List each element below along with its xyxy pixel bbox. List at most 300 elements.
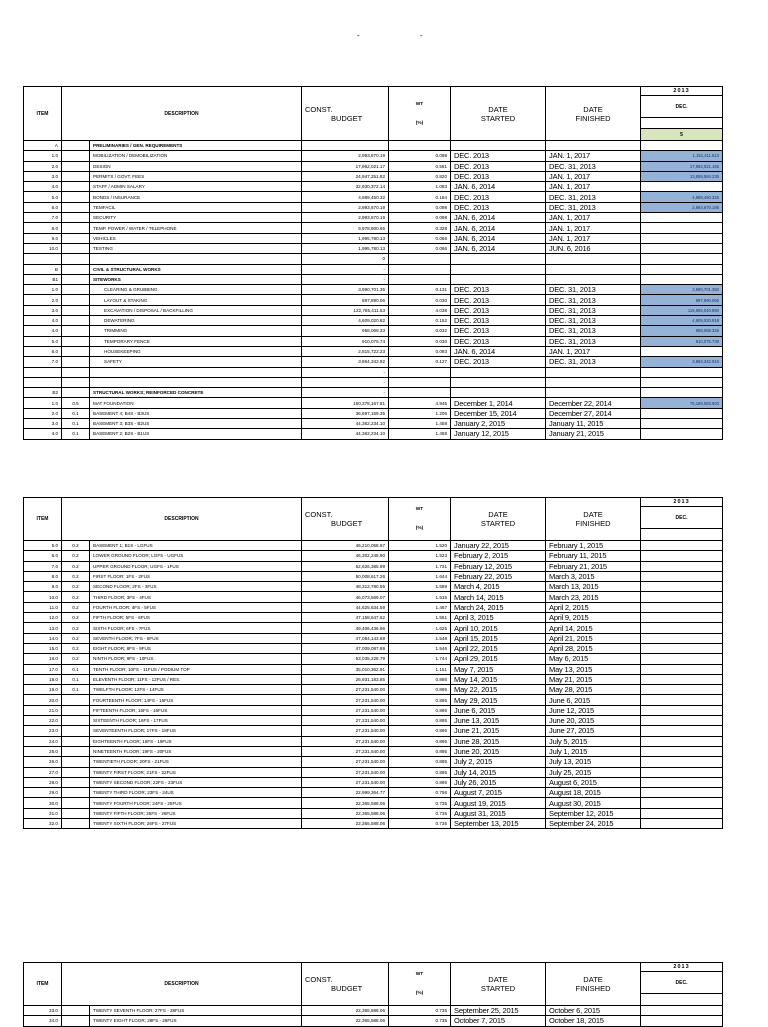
budget-cell: 47,084,143.69 (302, 633, 389, 643)
progress-value-cell (641, 695, 723, 705)
item-cell: B1 (24, 274, 62, 284)
table-row (24, 202, 723, 212)
description-cell: TRIMMING (90, 326, 302, 336)
date-started-cell: February 2, 2015 (451, 551, 546, 561)
date-started-cell: April 15, 2015 (451, 633, 546, 643)
date-finished-cell (546, 388, 641, 398)
table-row (24, 1016, 723, 1026)
weight-cell (389, 367, 451, 377)
item-cell: 12.0 (24, 613, 62, 623)
progress-value-cell (641, 674, 723, 684)
code-cell: 0.5 (62, 398, 90, 408)
date-finished-cell: May 6, 2015 (546, 654, 641, 664)
weight-cell: 1.520 (389, 541, 451, 551)
code-cell (62, 336, 90, 346)
progress-value-cell (641, 633, 723, 643)
item-cell: 17.0 (24, 664, 62, 674)
description-cell: BONDS / INSURANCE (90, 192, 302, 202)
date-finished-cell: DEC. 31, 2013 (546, 285, 641, 295)
description-cell: TWENTY THIRD FLOOR; 23FS - 24US (90, 788, 302, 798)
item-cell: 27.0 (24, 767, 62, 777)
date-started-cell: December 1, 2014 (451, 398, 546, 408)
budget-cell: 44,362,234.10 (302, 429, 389, 439)
table-row (24, 254, 723, 264)
table-row (24, 746, 723, 756)
item-cell: 14.0 (24, 633, 62, 643)
date-started-cell (451, 254, 546, 264)
table-row (24, 685, 723, 695)
item-cell: 8.0 (24, 223, 62, 233)
progress-value-cell (641, 767, 723, 777)
budget-cell: 22,365,588.06 (302, 798, 389, 808)
budget-cell: 46,073,569.07 (302, 592, 389, 602)
item-cell: 1.0 (24, 151, 62, 161)
item-cell: 2.0 (24, 408, 62, 418)
progress-value-cell (641, 582, 723, 592)
table-row (24, 695, 723, 705)
progress-value-cell (641, 264, 723, 274)
description-cell (90, 254, 302, 264)
code-cell (62, 777, 90, 787)
item-cell (24, 377, 62, 387)
budget-cell: 27,231,540.00 (302, 767, 389, 777)
table-row (24, 388, 723, 398)
table-row (24, 551, 723, 561)
table-row (24, 336, 723, 346)
date-started-cell: JAN. 6, 2014 (451, 346, 546, 356)
table-row (24, 788, 723, 798)
code-cell (62, 316, 90, 326)
schedule-table-2 (23, 497, 723, 829)
description-cell: UPPER GROUND FLOOR; UGFS - 1FUS (90, 561, 302, 571)
weight-cell: 0.886 (389, 674, 451, 684)
description-header: DESCRIPTION (62, 963, 302, 1006)
date-finished-cell: DEC. 31, 2013 (546, 192, 641, 202)
table-row (24, 736, 723, 746)
code-cell: 0.1 (62, 674, 90, 684)
item-cell: 10.0 (24, 592, 62, 602)
progress-value-cell (641, 613, 723, 623)
weight-cell (389, 274, 451, 284)
date-finished-cell (546, 141, 641, 151)
month-header: DEC. (641, 972, 723, 994)
budget-cell: 32,930,372.14 (302, 182, 389, 192)
table-row (24, 798, 723, 808)
code-cell: 0.1 (62, 429, 90, 439)
table-row (24, 419, 723, 429)
description-cell: DESIGN (90, 161, 302, 171)
date-started-cell (451, 377, 546, 387)
date-finished-cell: February 1, 2015 (546, 541, 641, 551)
date-finished-cell: July 13, 2015 (546, 757, 641, 767)
budget-cell: 3,990,701.35 (302, 285, 389, 295)
code-cell (62, 695, 90, 705)
date-finished-cell (546, 274, 641, 284)
budget-cell: 2,815,722.23 (302, 346, 389, 356)
date-finished-cell: August 6, 2015 (546, 777, 641, 787)
date-finished-cell: August 30, 2015 (546, 798, 641, 808)
date-finished-cell: DEC. 31, 2013 (546, 295, 641, 305)
description-cell: TWENTY EIGHT FLOOR; 28FS - 29FUS (90, 1016, 302, 1026)
item-cell: 6.0 (24, 551, 62, 561)
description-cell: BASEMENT 4; B4S - B3US (90, 408, 302, 418)
table-row (24, 326, 723, 336)
item-cell: 4.0 (24, 182, 62, 192)
weight-cell: 0.895 (389, 767, 451, 777)
weight-cell: 0.735 (389, 1006, 451, 1016)
date-started-cell: DEC. 2013 (451, 316, 546, 326)
budget-cell: 50,008,617.26 (302, 571, 389, 581)
table-row (24, 654, 723, 664)
item-header: ITEM (24, 498, 62, 541)
date-finished-cell: DEC. 31, 2013 (546, 336, 641, 346)
weight-cell: 0.066 (389, 243, 451, 253)
budget-cell: 2,993,670.19 (302, 151, 389, 161)
item-cell: 30.0 (24, 798, 62, 808)
year-header: 2013 (641, 87, 723, 96)
weight-cell: 1.589 (389, 582, 451, 592)
progress-value-cell (641, 1006, 723, 1016)
month-header: DEC. (641, 507, 723, 529)
item-cell: 28.0 (24, 777, 62, 787)
table-row (24, 726, 723, 736)
weight-cell: 1.458 (389, 429, 451, 439)
date-finished-cell: June 20, 2015 (546, 716, 641, 726)
weight-cell (389, 388, 451, 398)
wt-header: WT (%) (389, 87, 451, 141)
weight-cell: 0.152 (389, 316, 451, 326)
year-header: 2013 (641, 963, 723, 972)
budget-cell: 4,989,450.32 (302, 192, 389, 202)
budget-cell: 2,993,670.19 (302, 213, 389, 223)
item-cell: 15.0 (24, 643, 62, 653)
table-row (24, 674, 723, 684)
description-cell: LAYOUT & STAKING (90, 295, 302, 305)
description-cell: SAFETY (90, 357, 302, 367)
date-started-cell: DEC. 2013 (451, 326, 546, 336)
item-cell: 3.0 (24, 171, 62, 181)
date-started-cell: April 29, 2015 (451, 654, 546, 664)
date-finished-cell: April 14, 2015 (546, 623, 641, 633)
budget-cell: 897,890.06 (302, 295, 389, 305)
progress-value-cell: 910,075.739 (641, 336, 723, 346)
date-started-cell: May 22, 2015 (451, 685, 546, 695)
table-row (24, 757, 723, 767)
code-cell (62, 757, 90, 767)
table-body (24, 541, 723, 829)
budget-cell: 2,993,670.19 (302, 202, 389, 212)
description-cell: STAFF / ADMIN SALARY (90, 182, 302, 192)
progress-value-cell: 4,989,450.325 (641, 192, 723, 202)
table-row (24, 316, 723, 326)
weight-cell: 1.744 (389, 654, 451, 664)
weight-cell: 1.151 (389, 664, 451, 674)
description-cell: TENTH FLOOR; 10FS - 11FUS / PODIUM TOP (90, 664, 302, 674)
progress-value-cell: 3,864,342.916 (641, 357, 723, 367)
date-finished-cell: December 27, 2014 (546, 408, 641, 418)
budget-cell: 150,378,167.81 (302, 398, 389, 408)
item-cell: 8.0 (24, 571, 62, 581)
code-cell (62, 1006, 90, 1016)
table-row (24, 664, 723, 674)
date-finished-header: DATE FINISHED (546, 498, 641, 541)
progress-value-cell (641, 254, 723, 264)
date-started-cell: DEC. 2013 (451, 285, 546, 295)
weight-cell: 0.895 (389, 746, 451, 756)
table-header (24, 87, 723, 141)
code-cell (62, 326, 90, 336)
progress-value-cell (641, 141, 723, 151)
progress-value-cell (641, 705, 723, 715)
code-cell (62, 171, 90, 181)
date-started-cell: October 7, 2015 (451, 1016, 546, 1026)
date-finished-cell: DEC. 31, 2013 (546, 316, 641, 326)
description-cell: SECOND FLOOR; 2FS - 3FUS (90, 582, 302, 592)
weight-cell: 0.093 (389, 346, 451, 356)
budget-cell: 22,365,588.06 (302, 1016, 389, 1026)
item-cell: 7.0 (24, 561, 62, 571)
code-cell (62, 377, 90, 387)
description-cell: PERMITS / GOVT. FEES (90, 171, 302, 181)
weight-cell: 1.515 (389, 592, 451, 602)
code-cell: 0.2 (62, 592, 90, 602)
date-started-cell: JAN. 6, 2014 (451, 182, 546, 192)
date-started-cell: March 4, 2015 (451, 582, 546, 592)
budget-cell: 46,210,058.97 (302, 541, 389, 551)
date-finished-cell: JAN. 1, 2017 (546, 151, 641, 161)
date-started-cell: July 14, 2015 (451, 767, 546, 777)
budget-cell: 35,010,362.91 (302, 664, 389, 674)
weight-cell: 0.591 (389, 161, 451, 171)
code-cell (62, 305, 90, 315)
weight-cell: 0.030 (389, 295, 451, 305)
description-cell: FIFTH FLOOR; 5FS - 6FUS (90, 613, 302, 623)
code-cell (62, 726, 90, 736)
date-started-cell (451, 388, 546, 398)
progress-value-cell (641, 182, 723, 192)
date-started-cell: DEC. 2013 (451, 202, 546, 212)
weight-cell: 0.820 (389, 171, 451, 181)
progress-value-cell (641, 429, 723, 439)
table-body (24, 1006, 723, 1027)
item-cell: 24.0 (24, 736, 62, 746)
date-started-cell: May 7, 2015 (451, 664, 546, 674)
date-started-cell: July 26, 2015 (451, 777, 546, 787)
table-row (24, 274, 723, 284)
description-cell: SIXTH FLOOR; 6FS - 7FUS (90, 623, 302, 633)
description-cell: TWENTY FOURTH FLOOR; 24FS - 25FUS (90, 798, 302, 808)
budget-cell: 49,406,436.96 (302, 623, 389, 633)
code-cell: 0.2 (62, 602, 90, 612)
date-finished-cell: JAN. 1, 2017 (546, 223, 641, 233)
item-cell: 7.0 (24, 357, 62, 367)
table-row (24, 346, 723, 356)
table-row (24, 264, 723, 274)
table-row (24, 602, 723, 612)
date-finished-cell: July 1, 2015 (546, 746, 641, 756)
progress-value-cell (641, 736, 723, 746)
date-started-cell: DEC. 2013 (451, 305, 546, 315)
wt-header: WT (%) (389, 963, 451, 1006)
budget-cell: 36,697,159.35 (302, 408, 389, 418)
date-started-cell (451, 274, 546, 284)
date-finished-cell: April 2, 2015 (546, 602, 641, 612)
item-cell: 25.0 (24, 746, 62, 756)
weight-cell: 1.551 (389, 613, 451, 623)
item-cell: 2.0 (24, 161, 62, 171)
item-cell: 18.0 (24, 674, 62, 684)
description-cell: BASEMENT 3; B3S - B2US (90, 419, 302, 429)
date-started-cell: JAN. 6, 2014 (451, 223, 546, 233)
description-cell: FIFTEENTH FLOOR; 15FS - 16FUS (90, 705, 302, 715)
description-cell: TWENTY SIXTH FLOOR; 26FS - 27FUS (90, 819, 302, 829)
budget-cell: 53,035,228.79 (302, 654, 389, 664)
budget-cell: 27,231,540.00 (302, 695, 389, 705)
date-finished-cell: March 3, 2015 (546, 571, 641, 581)
description-cell: TWENTY FIFTH FLOOR; 25FS - 26FUS (90, 808, 302, 818)
date-started-cell: August 31, 2015 (451, 808, 546, 818)
weight-cell: 0.895 (389, 777, 451, 787)
table-row (24, 357, 723, 367)
spacer-cell (641, 529, 723, 541)
description-cell: TWENTIETH FLOOR; 20FS - 21FUS (90, 757, 302, 767)
date-started-cell: August 7, 2015 (451, 788, 546, 798)
table-row (24, 623, 723, 633)
budget-cell: 52,626,385.99 (302, 561, 389, 571)
progress-value-cell: 3,990,701.350 (641, 285, 723, 295)
item-cell: 26.0 (24, 757, 62, 767)
budget-cell: 44,362,234.10 (302, 419, 389, 429)
code-cell: 0.1 (62, 419, 90, 429)
spacer-cell (641, 118, 723, 129)
progress-value-cell (641, 808, 723, 818)
table-row (24, 643, 723, 653)
code-cell: 0.2 (62, 551, 90, 561)
weight-cell: 4.038 (389, 305, 451, 315)
progress-value-cell (641, 654, 723, 664)
date-finished-cell: DEC. 31, 2013 (546, 202, 641, 212)
date-started-cell (451, 367, 546, 377)
table-row (24, 367, 723, 377)
top-mark: - (420, 31, 423, 40)
table-row (24, 541, 723, 551)
const-budget-header: CONST. BUDGET (302, 498, 389, 541)
code-cell (62, 357, 90, 367)
date-finished-cell: July 5, 2015 (546, 736, 641, 746)
item-cell: 5.0 (24, 336, 62, 346)
code-cell: 0.1 (62, 408, 90, 418)
table-row (24, 233, 723, 243)
item-cell: 20.0 (24, 695, 62, 705)
weight-cell: 1.083 (389, 182, 451, 192)
item-cell: 1.0 (24, 285, 62, 295)
green-value-cell: 5 (641, 129, 723, 141)
date-finished-cell: October 6, 2015 (546, 1006, 641, 1016)
code-cell (62, 295, 90, 305)
item-cell: 5.0 (24, 192, 62, 202)
table-row (24, 182, 723, 192)
weight-cell: 0.756 (389, 788, 451, 798)
progress-value-cell (641, 798, 723, 808)
weight-cell: 1.644 (389, 571, 451, 581)
table-row (24, 561, 723, 571)
description-cell (90, 377, 302, 387)
date-started-cell: DEC. 2013 (451, 357, 546, 367)
item-cell: 1.0 (24, 398, 62, 408)
table-row (24, 171, 723, 181)
item-cell: 29.0 (24, 788, 62, 798)
item-cell: 19.0 (24, 685, 62, 695)
date-finished-cell: JAN. 1, 2017 (546, 171, 641, 181)
const-budget-header: CONST. BUDGET (302, 963, 389, 1006)
date-finished-cell: JUN. 6, 2016 (546, 243, 641, 253)
date-started-cell: June 20, 2015 (451, 746, 546, 756)
budget-cell: 17,962,021.17 (302, 161, 389, 171)
description-cell: FIRST FLOOR; 1FS - 2FUS (90, 571, 302, 581)
date-finished-cell: DEC. 31, 2013 (546, 326, 641, 336)
date-started-cell: January 2, 2015 (451, 419, 546, 429)
weight-cell: 1.206 (389, 408, 451, 418)
date-finished-cell: DEC. 31, 2013 (546, 161, 641, 171)
top-mark: - (357, 31, 360, 40)
date-started-header: DATE STARTED (451, 498, 546, 541)
code-cell (62, 798, 90, 808)
code-cell (62, 182, 90, 192)
description-cell: SEVENTEENTH FLOOR; 17FS - 18FUS (90, 726, 302, 736)
date-started-cell: May 29, 2015 (451, 695, 546, 705)
weight-cell: 0.895 (389, 695, 451, 705)
weight-cell: 0.895 (389, 705, 451, 715)
item-cell: 9.0 (24, 233, 62, 243)
description-cell: BASEMENT 2; B2S - B1US (90, 429, 302, 439)
code-cell: 0.2 (62, 571, 90, 581)
budget-cell: 44,625,634.59 (302, 602, 389, 612)
table-row (24, 192, 723, 202)
table-row (24, 592, 723, 602)
progress-value-cell (641, 388, 723, 398)
description-cell: SECURITY (90, 213, 302, 223)
description-cell: PRELIMINARIES / GEN. REQUIREMENTS (90, 141, 302, 151)
weight-cell (389, 254, 451, 264)
description-cell: MAT FOUNDATION (90, 398, 302, 408)
progress-value-cell (641, 541, 723, 551)
date-started-cell: September 13, 2015 (451, 819, 546, 829)
table-row (24, 767, 723, 777)
description-cell: SIXTEENTH FLOOR; 16FS - 17FUS (90, 716, 302, 726)
code-cell: 0.2 (62, 613, 90, 623)
code-cell: 0.2 (62, 623, 90, 633)
budget-cell: 26,931,183.85 (302, 674, 389, 684)
date-started-cell (451, 141, 546, 151)
description-cell: TWENTY FIRST FLOOR; 21FS - 22FUS (90, 767, 302, 777)
budget-cell: - (302, 377, 389, 387)
code-cell (62, 202, 90, 212)
progress-value-cell (641, 726, 723, 736)
weight-cell (389, 141, 451, 151)
date-started-cell: DEC. 2013 (451, 161, 546, 171)
weight-cell: 0.735 (389, 798, 451, 808)
date-started-cell: December 15, 2014 (451, 408, 546, 418)
table-body (24, 141, 723, 440)
weight-cell: 0.895 (389, 726, 451, 736)
weight-cell: 4.945 (389, 398, 451, 408)
code-cell: 0.2 (62, 582, 90, 592)
progress-value-cell: 2,993,670.185 (641, 202, 723, 212)
code-cell: 0.1 (62, 664, 90, 674)
weight-cell: 0.030 (389, 336, 451, 346)
code-cell: 0.1 (62, 685, 90, 695)
date-started-cell: April 22, 2015 (451, 643, 546, 653)
